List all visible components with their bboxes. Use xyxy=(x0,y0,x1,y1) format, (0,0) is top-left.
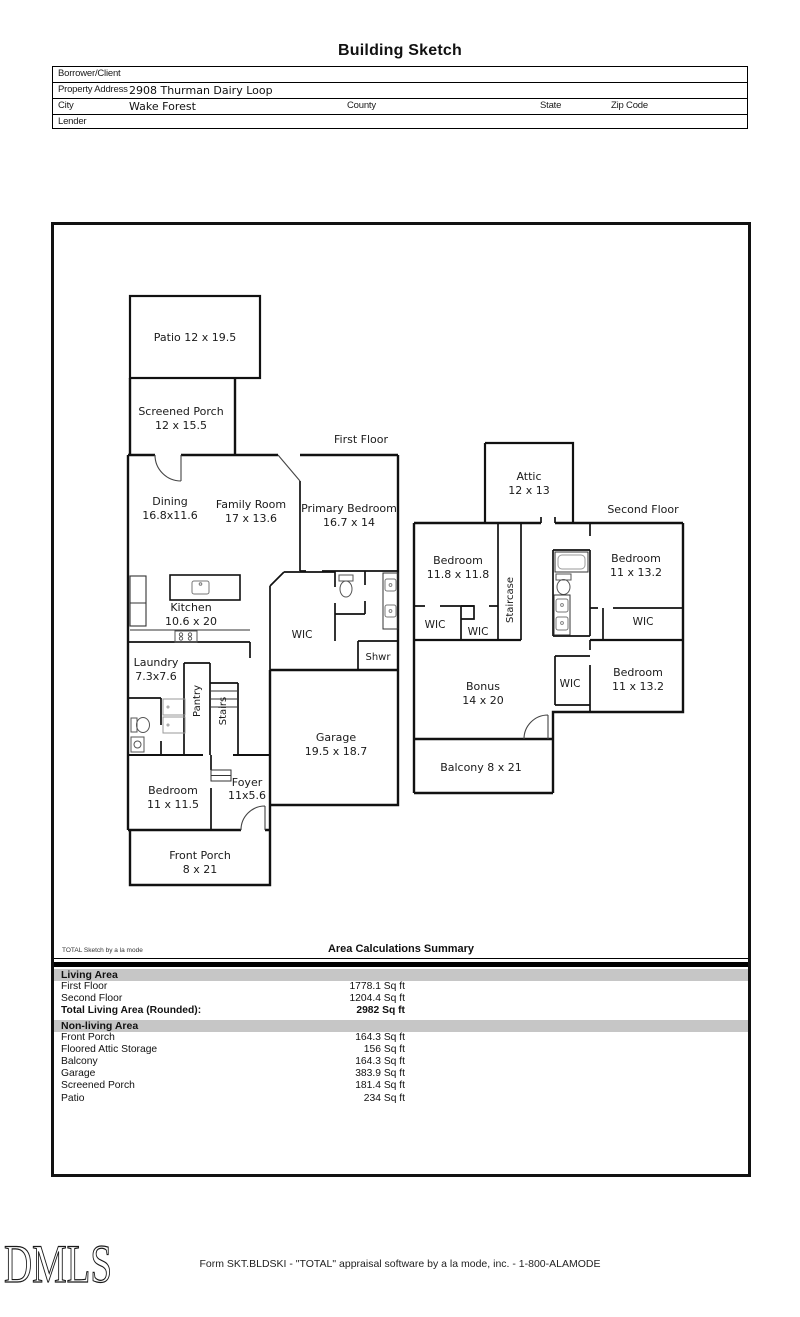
row-label: Patio xyxy=(61,1092,85,1104)
table-row xyxy=(54,993,748,1005)
label-front-porch: Front Porch xyxy=(169,849,231,862)
label-garage: Garage xyxy=(315,731,357,744)
row-value: 1204.4 Sq ft xyxy=(349,993,405,1005)
second-floor-label: Second Floor xyxy=(607,503,679,516)
label-bedroom-2f-left: Bedroom xyxy=(433,554,483,567)
label-foyer-dims: 11x5.6 xyxy=(227,789,267,802)
row-value: 1778.1 Sq ft xyxy=(349,981,405,992)
label-laundry-dims: 7.3x7.6 xyxy=(135,670,177,683)
label-bedroom-2f-left-dims: 11.8 x 11.8 xyxy=(426,568,490,581)
first-floor-label: First Floor xyxy=(333,433,389,446)
row-label: Second Floor xyxy=(61,993,123,1005)
label-patio: Patio 12 x 19.5 xyxy=(153,331,237,344)
nonliving-area-header: Non-living Area xyxy=(54,1020,748,1032)
label-garage-dims: 19.5 x 18.7 xyxy=(304,745,368,758)
label-wic-primary: WIC xyxy=(291,629,313,641)
label-family-room-dims: 17 x 13.6 xyxy=(225,512,277,525)
label-foyer: Foyer xyxy=(231,776,263,789)
area-calculations-summary xyxy=(54,941,748,1105)
row-label: Balcony xyxy=(61,1055,98,1067)
label-shower: Shwr xyxy=(365,652,391,663)
row-value: 156 Sq ft xyxy=(363,1043,405,1055)
label-wic-left-b: WIC xyxy=(467,626,489,638)
lender-label: Lender xyxy=(58,116,87,127)
footer-form-line: Form SKT.BLDSKI - "TOTAL" appraisal software by a la mode, inc. - 1-800-ALAMODE xyxy=(199,1258,601,1270)
table-row xyxy=(54,1080,748,1092)
table-row xyxy=(54,1056,748,1068)
label-screened-porch-dims: 12 x 15.5 xyxy=(155,419,207,432)
label-bedroom-2f-bottomright: Bedroom xyxy=(613,666,663,679)
label-bedroom-2f-topright: Bedroom xyxy=(611,552,661,565)
label-bedroom-2f-bottomright-dims: 11 x 13.2 xyxy=(612,680,664,693)
label-wic-right: WIC xyxy=(632,616,654,628)
label-bedroom-1f-dims: 11 x 11.5 xyxy=(147,798,199,811)
row-label: Screened Porch xyxy=(61,1080,135,1092)
washer-icon xyxy=(163,699,185,715)
label-family-room: Family Room xyxy=(215,498,287,511)
label-attic-dims: 12 x 13 xyxy=(508,484,550,497)
row-value: 181.4 Sq ft xyxy=(355,1080,405,1092)
property-address-label: Property Address xyxy=(58,84,128,95)
row-label: Front Porch xyxy=(61,1031,115,1043)
dmls-watermark-text: DMLS xyxy=(4,1240,113,1292)
row-label: Total Living Area (Rounded): xyxy=(61,1005,202,1017)
summary-header-row xyxy=(54,941,748,959)
label-primary-bedroom: Primary Bedroom xyxy=(301,502,397,515)
sketch-canvas xyxy=(51,222,751,1177)
row-label: Floored Attic Storage xyxy=(61,1043,158,1055)
stove-icon xyxy=(175,631,197,642)
label-bonus-dims: 14 x 20 xyxy=(462,694,504,707)
form-row-borrower xyxy=(53,67,747,83)
label-laundry: Laundry xyxy=(133,656,179,669)
kitchen-island xyxy=(170,575,240,600)
property-info-form xyxy=(52,66,748,129)
label-balcony: Balcony 8 x 21 xyxy=(440,761,522,774)
row-value: 164.3 Sq ft xyxy=(355,1055,405,1067)
fridge-counter xyxy=(130,576,146,626)
label-bonus: Bonus xyxy=(466,680,500,693)
label-dining: Dining xyxy=(152,495,188,508)
zip-code-label: Zip Code xyxy=(611,100,648,111)
label-screened-porch: Screened Porch xyxy=(138,405,224,418)
label-wic-left-a: WIC xyxy=(424,619,446,631)
label-staircase: Staircase xyxy=(505,576,516,624)
label-stairs: Stairs xyxy=(218,696,229,726)
fixtures-second-floor xyxy=(554,552,588,635)
borrower-label: Borrower/Client xyxy=(58,68,121,79)
label-bedroom-2f-topright-dims: 11 x 13.2 xyxy=(610,566,662,579)
label-wic-middle: WIC xyxy=(559,678,581,690)
form-row-city xyxy=(53,99,747,115)
label-kitchen-dims: 10.6 x 20 xyxy=(165,615,217,628)
city-value: Wake Forest xyxy=(129,100,196,113)
summary-title: Area Calculations Summary xyxy=(327,943,475,955)
label-pantry: Pantry xyxy=(192,685,203,717)
table-row xyxy=(54,1032,748,1044)
form-row-lender xyxy=(53,115,747,130)
row-label: First Floor xyxy=(61,981,108,992)
total-living-area-row xyxy=(54,1005,748,1017)
row-value: 383.9 Sq ft xyxy=(355,1068,405,1080)
row-label: Garage xyxy=(61,1068,96,1080)
table-row xyxy=(54,1068,748,1080)
row-value: 234 Sq ft xyxy=(363,1092,405,1104)
label-bedroom-1f: Bedroom xyxy=(148,784,198,797)
property-address-value: 2908 Thurman Dairy Loop xyxy=(129,84,273,97)
label-front-porch-dims: 8 x 21 xyxy=(182,863,218,876)
table-row xyxy=(54,981,748,993)
floor-plan-svg xyxy=(54,225,748,941)
row-value: 2982 Sq ft xyxy=(356,1005,405,1017)
county-label: County xyxy=(347,100,376,111)
table-row xyxy=(54,1044,748,1056)
table-row xyxy=(54,1093,748,1105)
software-branding: TOTAL Sketch by a la mode xyxy=(62,947,143,954)
dryer-icon xyxy=(163,717,185,733)
form-row-property-address xyxy=(53,83,747,99)
labels-first-floor xyxy=(134,331,397,876)
label-attic: Attic xyxy=(516,470,542,483)
row-value: 164.3 Sq ft xyxy=(355,1031,405,1043)
laundry-sink-icon xyxy=(131,737,144,752)
label-dining-dims: 16.8x11.6 xyxy=(142,509,198,522)
primary-toilet-icon xyxy=(339,575,353,581)
city-label: City xyxy=(58,100,74,111)
state-label: State xyxy=(540,100,562,111)
living-area-header: Living Area xyxy=(54,969,748,981)
label-kitchen: Kitchen xyxy=(170,601,212,614)
page-title: Building Sketch xyxy=(338,42,462,59)
divider-bar xyxy=(54,962,748,967)
label-primary-bedroom-dims: 16.7 x 14 xyxy=(323,516,375,529)
